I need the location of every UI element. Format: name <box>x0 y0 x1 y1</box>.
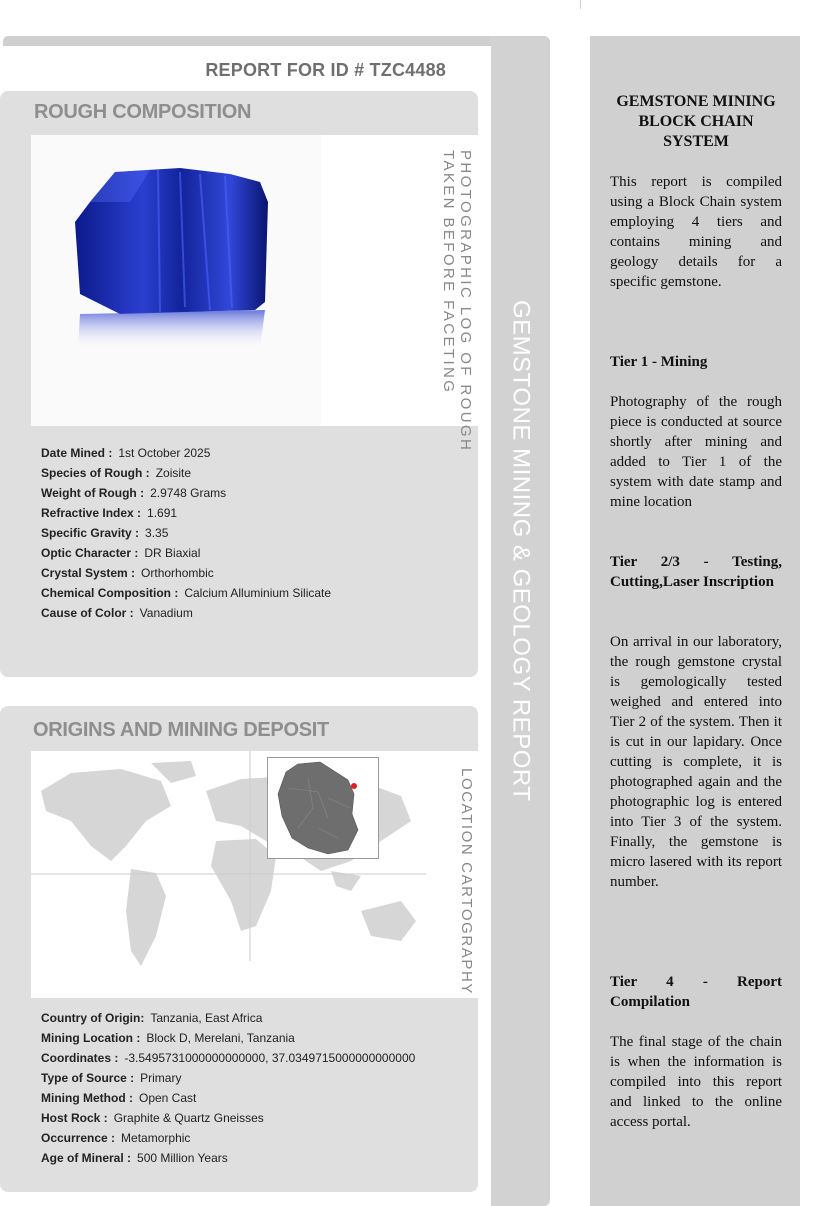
spec-key: Chemical Composition : <box>41 586 179 600</box>
spec-row <box>41 1111 264 1125</box>
spec-row <box>41 466 191 480</box>
spec-value: Open Cast <box>138 1091 197 1105</box>
spec-key: Species of Rough : <box>41 466 150 480</box>
spec-key: Country of Origin: <box>41 1011 145 1025</box>
spec-key: Coordinates : <box>41 1051 119 1065</box>
spec-value: 1st October 2025 <box>118 446 211 460</box>
tanzania-inset-map <box>267 757 379 859</box>
spec-row <box>41 1131 190 1145</box>
spec-key: Mining Method : <box>41 1091 133 1105</box>
spec-key: Crystal System : <box>41 566 136 580</box>
tier23-heading: Tier 2/3 - Testing, Cutting,Laser Inscription <box>610 554 782 590</box>
spec-key: Date Mined : <box>41 446 113 460</box>
rough-gemstone-image <box>60 162 290 352</box>
spec-value: 2.9748 Grams <box>150 486 227 500</box>
spec-key: Refractive Index : <box>41 506 142 520</box>
tier1-text: Photography of the rough piece is conducted at source shortly after mining and added to Tier 1 of the system with date stamp and mine location <box>610 394 782 510</box>
spec-row <box>41 526 168 540</box>
origins-title: ORIGINS AND MINING DEPOSIT <box>33 719 329 741</box>
spec-key: Age of Mineral : <box>41 1151 132 1165</box>
spec-key: Host Rock : <box>41 1111 108 1125</box>
sidebar-title: GEMSTONE MINING BLOCK CHAIN SYSTEM <box>616 93 776 150</box>
spec-value: 3.35 <box>145 526 169 540</box>
spec-value: -3.5495731000000000000, 37.0349715000000000000 <box>124 1051 416 1065</box>
spec-value: Block D, Merelani, Tanzania <box>146 1031 295 1045</box>
spec-value: Calcium Alluminium Silicate <box>184 586 332 600</box>
sidebar-intro: This report is compiled using a Block Chain system employing 4 tiers and contains mining and geology details for a specific gemstone. <box>610 174 782 290</box>
spec-value: Zoisite <box>155 466 192 480</box>
spec-value: DR Biaxial <box>144 546 201 560</box>
location-cartography-label: LOCATION CARTOGRAPHY <box>458 768 475 996</box>
spine-title-wrap <box>491 36 550 1206</box>
spec-value: Metamorphic <box>121 1131 191 1145</box>
spec-row <box>41 1091 196 1105</box>
spec-key: Mining Location : <box>41 1031 141 1045</box>
spec-row <box>41 1071 181 1085</box>
spec-value: 1.691 <box>147 506 178 520</box>
spec-key: Type of Source : <box>41 1071 135 1085</box>
spec-row <box>41 506 177 520</box>
spec-key: Specific Gravity : <box>41 526 140 540</box>
mine-location-marker <box>351 783 357 789</box>
spec-row <box>41 566 214 580</box>
spec-value: Graphite & Quartz Gneisses <box>113 1111 264 1125</box>
tier4-text: The final stage of the chain is when the information is compiled into this report and linked to the online access portal. <box>610 1034 782 1130</box>
spec-key: Weight of Rough : <box>41 486 145 500</box>
spec-row <box>41 1011 262 1025</box>
spec-value: Orthorhombic <box>141 566 214 580</box>
spec-value: Vanadium <box>139 606 193 620</box>
spec-row <box>41 586 331 600</box>
spec-row <box>41 1031 295 1045</box>
spec-value: Primary <box>140 1071 182 1085</box>
spine-title: GEMSTONE MINING & GEOLOGY REPORT <box>507 300 535 802</box>
spec-row <box>41 446 210 460</box>
frame-top-bar <box>3 36 549 46</box>
spec-key: Optic Character : <box>41 546 139 560</box>
tier23-text: On arrival in our laboratory, the rough gemstone crystal is gemologically tested weighed and entered into Tier 2 of the system. Then it is cut in our lapidary. Once cutting is complete, it is photographed again and the photographic log is entered into Tier 3 of the system. Finally, the gemstone is micro lasered with its report number. <box>610 634 782 890</box>
spec-value: 500 Million Years <box>137 1151 228 1165</box>
spec-key: Occurrence : <box>41 1131 116 1145</box>
tier4-heading: Tier 4 - Report Compilation <box>610 974 782 1010</box>
spec-row <box>41 486 226 500</box>
spec-row <box>41 1151 228 1165</box>
spec-row <box>41 606 193 620</box>
spec-row <box>41 546 200 560</box>
rough-composition-title: ROUGH COMPOSITION <box>34 101 252 123</box>
spec-value: Tanzania, East Africa <box>150 1011 263 1025</box>
report-id: REPORT FOR ID # TZC4488 <box>205 60 446 80</box>
spec-key: Cause of Color : <box>41 606 134 620</box>
tanzania-map-image <box>268 758 378 858</box>
tier1-heading: Tier 1 - Mining <box>610 354 708 370</box>
spec-row <box>41 1051 415 1065</box>
top-divider <box>580 0 581 9</box>
photo-log-label: PHOTOGRAPHIC LOG OF ROUGH TAKEN BEFORE FACETING <box>440 150 474 453</box>
